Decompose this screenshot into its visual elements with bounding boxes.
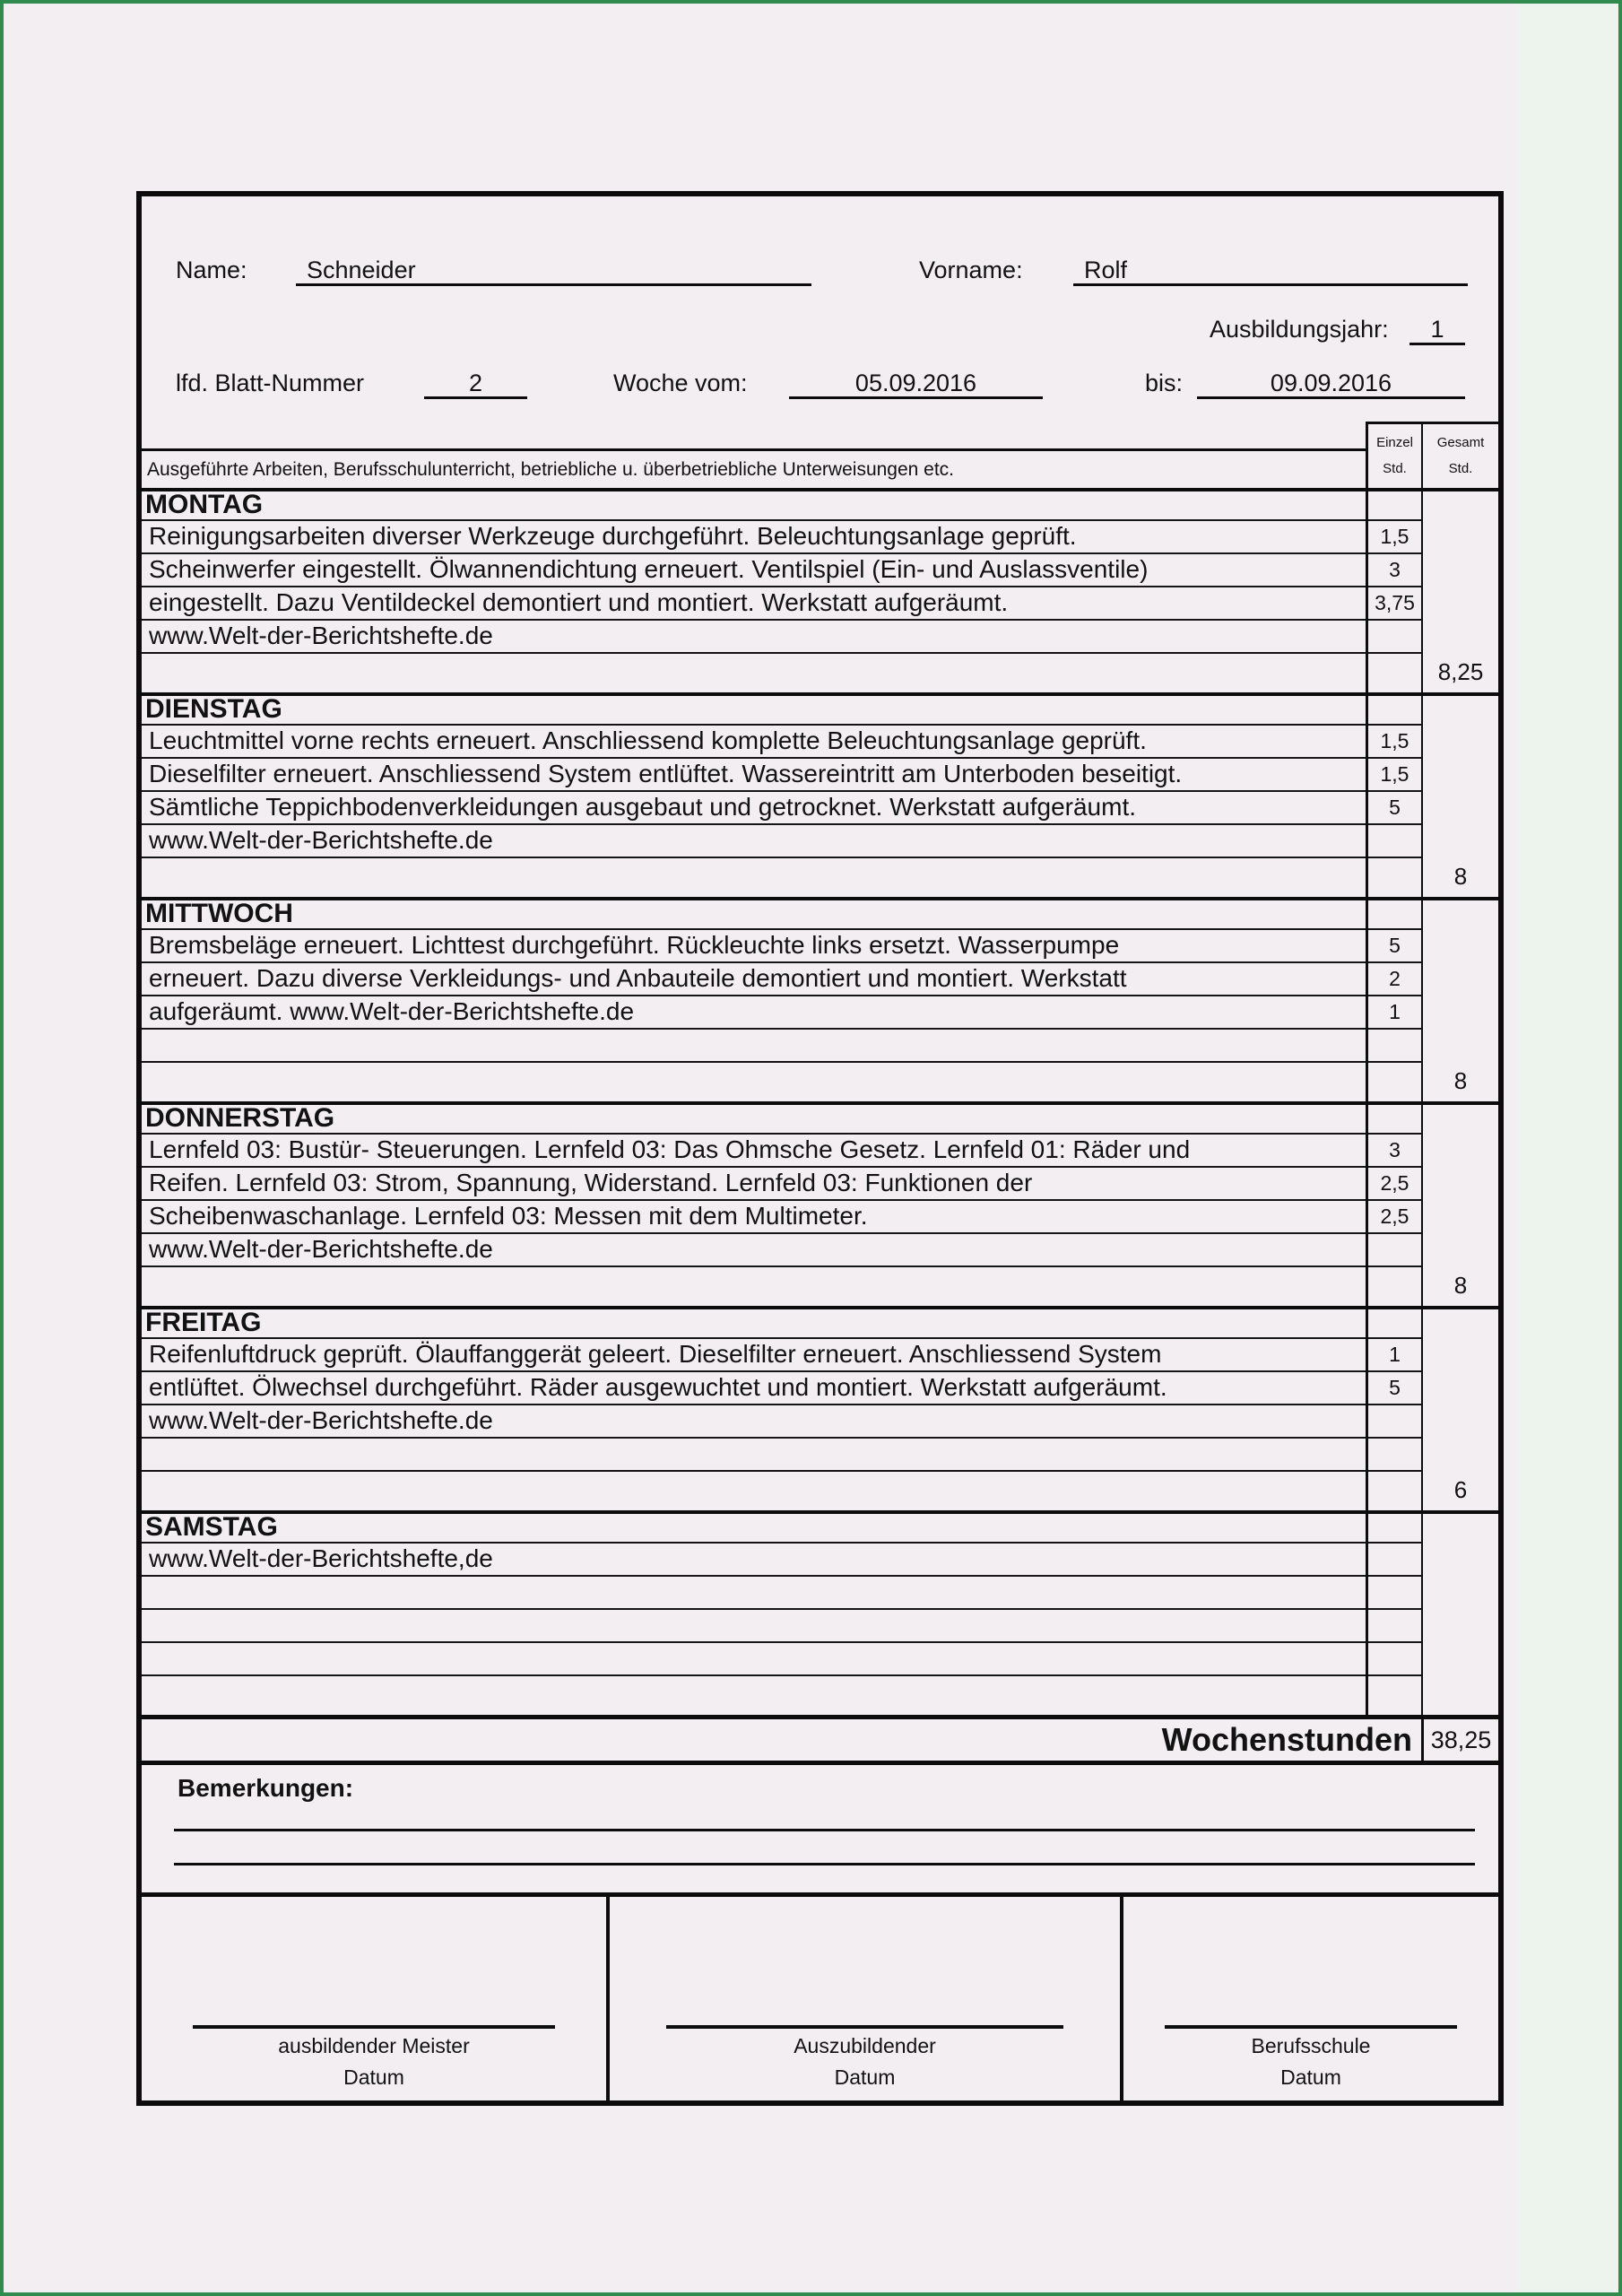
day-entries	[142, 900, 1366, 1101]
day-entries	[142, 1514, 1366, 1715]
description-header-text: Ausgeführte Arbeiten, Berufsschulunterricht, betriebliche u. überbetriebliche Unterweisungen etc.	[142, 448, 1366, 488]
einzel-cell: 1,5	[1368, 519, 1421, 552]
work-entry	[142, 1641, 1366, 1674]
name-row	[142, 254, 1498, 286]
einzel-cell	[1368, 619, 1421, 652]
day-name: SAMSTAG	[145, 1514, 278, 1542]
einzel-cell	[1368, 1028, 1421, 1061]
einzel-cell	[1368, 1608, 1421, 1641]
signature-box-berufsschule	[1120, 1897, 1498, 2100]
day-block-freitag	[142, 1306, 1498, 1510]
sum-spacer-row	[142, 1470, 1366, 1510]
work-entry: www.Welt-der-Berichtshefte.de	[142, 823, 1366, 857]
day-entries	[142, 1309, 1366, 1510]
ausbildungsjahr-row	[142, 313, 1498, 345]
day-name: DIENSTAG	[145, 696, 282, 724]
bemerkungen-line	[174, 1829, 1475, 1831]
signature-line	[666, 2025, 1064, 2029]
signature-box-auszubildender	[606, 1897, 1120, 2100]
einzel-cell	[1368, 1542, 1421, 1575]
einzel-cell	[1368, 1265, 1421, 1306]
einzel-cell: 2,5	[1368, 1199, 1421, 1232]
work-entry: Reifen. Lernfeld 03: Strom, Spannung, Widerstand. Lernfeld 03: Funktionen der	[142, 1166, 1366, 1199]
day-block-donnerstag	[142, 1101, 1498, 1306]
einzel-cell: 3	[1368, 552, 1421, 586]
day-name: MONTAG	[145, 491, 264, 519]
einzel-column	[1366, 1309, 1421, 1510]
wochenstunden-label: Wochenstunden	[1161, 1721, 1412, 1758]
einzel-cell: 1	[1368, 995, 1421, 1028]
work-entry: Scheibenwaschanlage. Lernfeld 03: Messen mit dem Multimeter.	[142, 1199, 1366, 1232]
einzel-column	[1366, 1514, 1421, 1715]
work-entry: aufgeräumt. www.Welt-der-Berichtshefte.de	[142, 995, 1366, 1028]
work-entry: Reinigungsarbeiten diverser Werkzeuge durchgeführt. Beleuchtungsanlage geprüft.	[142, 519, 1366, 552]
work-entry: entlüftet. Ölwechsel durchgeführt. Räder ausgewuchtet und montiert. Werkstatt aufgeräumt.	[142, 1370, 1366, 1404]
einzel-cell	[1368, 1470, 1421, 1510]
day-entries	[142, 1105, 1366, 1306]
signature-line	[1165, 2025, 1457, 2029]
work-entry: erneuert. Dazu diverse Verkleidungs- und Anbauteile demontiert und montiert. Werkstatt	[142, 961, 1366, 995]
bis-field: 09.09.2016	[1197, 367, 1465, 399]
signature-date-label: Datum	[343, 2066, 404, 2089]
day-entries	[142, 491, 1366, 692]
work-entry: Bremsbeläge erneuert. Lichttest durchgeführt. Rückleuchte links ersetzt. Wasserpumpe	[142, 928, 1366, 961]
day-entries	[142, 696, 1366, 897]
weekly-report-form	[136, 191, 1504, 2106]
gesamt-std-header	[1421, 422, 1498, 488]
einzel-cell	[1368, 1674, 1421, 1715]
gesamt-value: 8	[1453, 863, 1468, 890]
work-entry: Leuchtmittel vorne rechts erneuert. Anschliessend komplette Beleuchtungsanlage geprüft.	[142, 724, 1366, 757]
work-entry: Scheinwerfer eingestellt. Ölwannendichtung erneuert. Ventilspiel (Ein- und Auslassventile)	[142, 552, 1366, 586]
blatt-nummer-field: 2	[424, 367, 527, 399]
einzel-cell: 1,5	[1368, 724, 1421, 757]
wochenstunden-value: 38,25	[1421, 1719, 1498, 1761]
gesamt-total-cell	[1421, 1514, 1498, 1715]
work-entry	[142, 1437, 1366, 1470]
day-block-dienstag	[142, 692, 1498, 897]
woche-vom-field: 05.09.2016	[789, 367, 1043, 399]
gesamt-value: 6	[1453, 1476, 1468, 1503]
sum-spacer-row	[142, 1265, 1366, 1306]
work-entry: www.Welt-der-Berichtshefte,de	[142, 1542, 1366, 1575]
einzel-cell: 5	[1368, 790, 1421, 823]
work-entry: Dieselfilter erneuert. Anschliessend System entlüftet. Wassereintritt am Unterboden beseitigt.	[142, 757, 1366, 790]
einzel-std-header	[1366, 422, 1421, 488]
day-block-montag	[142, 491, 1498, 692]
vorname-label: Vorname:	[919, 257, 1023, 283]
einzel-cell	[1368, 900, 1421, 928]
einzel-cell	[1368, 1575, 1421, 1608]
bemerkungen-label: Bemerkungen:	[178, 1774, 354, 1802]
blatt-woche-row	[142, 367, 1498, 399]
einzel-cell: 5	[1368, 1370, 1421, 1404]
work-entry	[142, 1028, 1366, 1061]
einzel-cell	[1368, 1061, 1421, 1101]
einzel-column	[1366, 1105, 1421, 1306]
sum-spacer-row	[142, 857, 1366, 897]
signature-role: Auszubildender	[794, 2034, 936, 2057]
einzel-column	[1366, 696, 1421, 897]
einzel-cell: 2,5	[1368, 1166, 1421, 1199]
signature-date-label: Datum	[1280, 2066, 1341, 2089]
work-entry: www.Welt-der-Berichtshefte.de	[142, 619, 1366, 652]
work-entry	[142, 1575, 1366, 1608]
einzel-cell	[1368, 823, 1421, 857]
ausbildungsjahr-label: Ausbildungsjahr:	[1210, 316, 1389, 343]
gesamt-value: 8	[1453, 1272, 1468, 1299]
einzel-cell: 3	[1368, 1133, 1421, 1166]
name-field: Schneider	[296, 254, 811, 286]
einzel-cell	[1368, 1641, 1421, 1674]
bis-label: bis:	[1145, 370, 1184, 396]
work-entry: Reifenluftdruck geprüft. Ölauffanggerät geleert. Dieselfilter erneuert. Anschliessend System	[142, 1337, 1366, 1370]
wochenstunden-row	[142, 1715, 1498, 1765]
table-column-headers	[142, 412, 1498, 491]
einzel-cell	[1368, 491, 1421, 519]
bemerkungen-line	[174, 1863, 1475, 1866]
einzel-cell: 2	[1368, 961, 1421, 995]
description-column-header	[142, 412, 1366, 488]
einzel-cell: 3,75	[1368, 586, 1421, 619]
gesamt-value: 8	[1453, 1067, 1468, 1094]
sum-spacer-row	[142, 652, 1366, 692]
sum-spacer-row	[142, 1674, 1366, 1715]
einzel-cell	[1368, 696, 1421, 724]
header-fields	[142, 196, 1498, 412]
blatt-nummer-label: lfd. Blatt-Nummer	[176, 370, 365, 396]
day-name: DONNERSTAG	[145, 1105, 335, 1133]
scan-edge-strip	[1518, 4, 1618, 2292]
work-entry: Sämtliche Teppichbodenverkleidungen ausgebaut und getrocknet. Werkstatt aufgeräumt.	[142, 790, 1366, 823]
gesamt-total-cell	[1421, 1309, 1498, 1510]
vorname-field: Rolf	[1073, 254, 1468, 286]
einzel-column	[1366, 491, 1421, 692]
einzel-cell: 1,5	[1368, 757, 1421, 790]
gesamt-total-cell	[1421, 1105, 1498, 1306]
name-label: Name:	[176, 257, 247, 283]
signature-section	[142, 1892, 1498, 2100]
signature-role: Berufsschule	[1251, 2034, 1371, 2057]
einzel-cell	[1368, 1437, 1421, 1470]
day-name: FREITAG	[145, 1309, 262, 1337]
gesamt-total-cell	[1421, 696, 1498, 897]
day-name: MITTWOCH	[145, 900, 293, 928]
gesamt-total-cell	[1421, 900, 1498, 1101]
ausbildungsjahr-field: 1	[1409, 313, 1465, 345]
signature-role: ausbildender Meister	[278, 2034, 470, 2057]
work-entry: Lernfeld 03: Bustür- Steuerungen. Lernfeld 03: Das Ohmsche Gesetz. Lernfeld 01: Räder und	[142, 1133, 1366, 1166]
einzel-column	[1366, 900, 1421, 1101]
work-entry: www.Welt-der-Berichtshefte.de	[142, 1404, 1366, 1437]
day-block-samstag	[142, 1510, 1498, 1715]
gesamt-total-cell	[1421, 491, 1498, 692]
day-block-mittwoch	[142, 897, 1498, 1101]
einzel-cell: 1	[1368, 1337, 1421, 1370]
bemerkungen-section	[142, 1765, 1498, 1892]
work-entry: eingestellt. Dazu Ventildeckel demontiert und montiert. Werkstatt aufgeräumt.	[142, 586, 1366, 619]
einzel-cell	[1368, 1232, 1421, 1265]
einzel-cell	[1368, 1309, 1421, 1337]
signature-date-label: Datum	[834, 2066, 896, 2089]
einzel-cell	[1368, 1514, 1421, 1542]
woche-vom-label: Woche vom:	[613, 370, 748, 396]
einzel-label: Einzel	[1376, 435, 1413, 450]
signature-box-meister	[142, 1897, 606, 2100]
einzel-cell	[1368, 1105, 1421, 1133]
gesamt-std-label: Std.	[1448, 461, 1473, 476]
einzel-cell	[1368, 652, 1421, 692]
gesamt-value: 8,25	[1437, 658, 1484, 685]
einzel-cell: 5	[1368, 928, 1421, 961]
work-entry	[142, 1608, 1366, 1641]
sum-spacer-row	[142, 1061, 1366, 1101]
gesamt-label: Gesamt	[1436, 435, 1485, 450]
einzel-std-label: Std.	[1383, 461, 1407, 476]
einzel-cell	[1368, 857, 1421, 897]
work-entry: www.Welt-der-Berichtshefte.de	[142, 1232, 1366, 1265]
einzel-cell	[1368, 1404, 1421, 1437]
signature-line	[193, 2025, 555, 2029]
